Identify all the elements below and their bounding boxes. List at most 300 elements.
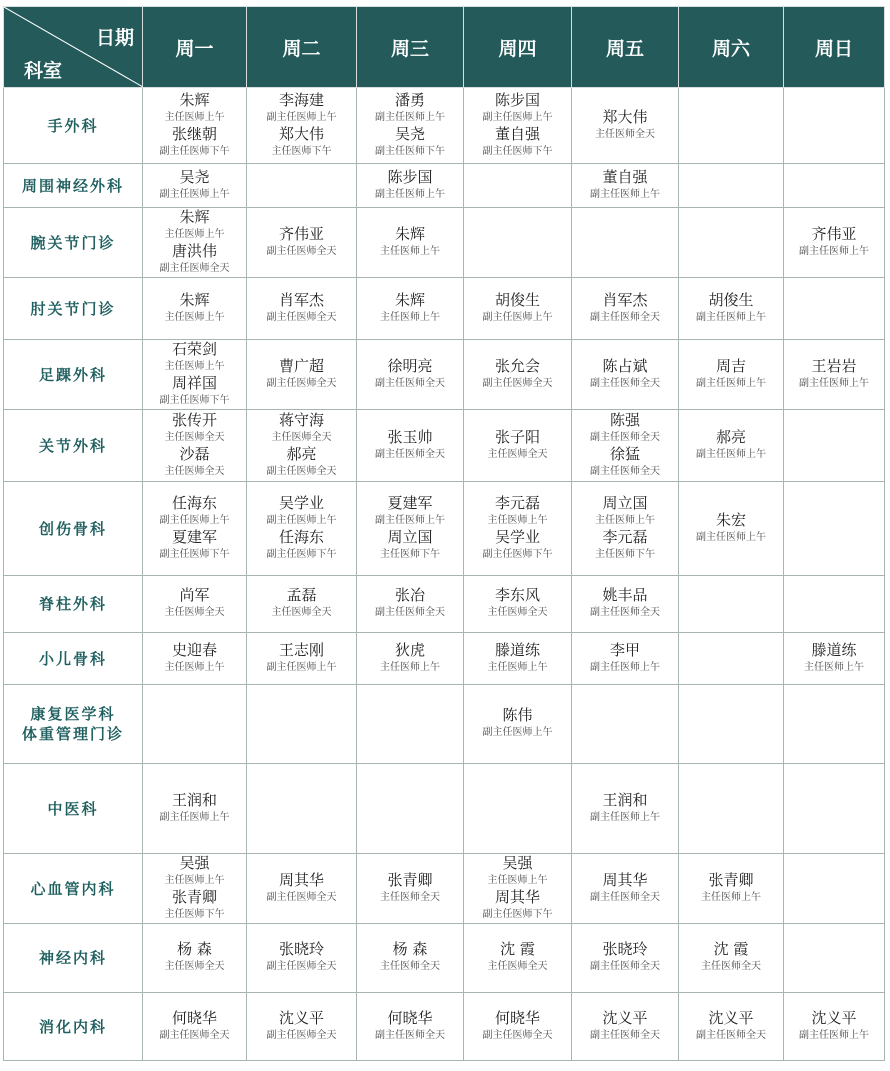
doctor-name: 朱辉 [394, 224, 425, 243]
doctor-name: 任海东 [171, 493, 217, 512]
doctor-title: 副主任医师全天 [590, 607, 660, 618]
schedule-cell [247, 764, 357, 854]
doctor-name: 朱辉 [179, 90, 210, 109]
doctor-title: 副主任医师全天 [482, 1029, 553, 1041]
doctor-name: 周立国 [387, 527, 433, 546]
department-cell [4, 764, 143, 854]
doctor-title: 副主任医师全天 [590, 465, 660, 477]
doctor-name: 张晓玲 [278, 940, 324, 958]
schedule-cell [572, 410, 679, 482]
schedule-cell [357, 764, 464, 854]
doctor-name: 朱辉 [394, 290, 425, 309]
schedule-cell [247, 685, 357, 764]
doctor-title: 副主任医师全天 [696, 1029, 766, 1041]
doctor-title: 副主任医师下午 [159, 394, 230, 406]
doctor-title: 副主任医师下午 [375, 145, 445, 157]
schedule-cell [143, 576, 247, 633]
doctor-name: 朱宏 [715, 510, 746, 529]
doctor-name: 周祥国 [171, 373, 217, 392]
doctor-title: 主任医师上午 [164, 311, 225, 323]
doctor-title: 副主任医师下午 [159, 548, 230, 560]
schedule-cell [572, 164, 679, 208]
schedule-cell [679, 924, 784, 993]
doctor-name: 肖军杰 [602, 290, 648, 309]
schedule-cell [357, 88, 464, 164]
doctor-name: 滕道练 [811, 640, 857, 659]
schedule-cell [464, 993, 572, 1061]
doctor-name: 王润和 [171, 790, 217, 809]
doctor-title: 副主任医师上午 [375, 188, 445, 200]
doctor-name: 潘勇 [394, 90, 425, 109]
table-row [4, 854, 885, 924]
department-cell [4, 482, 143, 576]
schedule-cell [143, 410, 247, 482]
doctor-name: 陈伟 [502, 706, 533, 724]
schedule-cell [679, 993, 784, 1061]
schedule-cell [572, 340, 679, 410]
table-row [4, 278, 885, 340]
doctor-name: 陈步国 [387, 167, 433, 186]
schedule-cell [143, 340, 247, 410]
table-row [4, 164, 885, 208]
department-cell [4, 576, 143, 633]
doctor-title: 主任医师全天 [595, 128, 655, 140]
schedule-cell [464, 924, 572, 993]
doctor-title: 副主任医师上午 [375, 111, 445, 123]
day-header-tue: 周二 [247, 7, 357, 88]
doctor-title: 主任医师上午 [164, 111, 225, 123]
doctor-name: 曹广超 [278, 356, 324, 375]
schedule-cell [572, 685, 679, 764]
doctor-name: 张传开 [171, 410, 217, 429]
doctor-name: 夏建军 [387, 493, 433, 512]
doctor-title: 副主任医师全天 [266, 961, 337, 972]
schedule-cell [247, 993, 357, 1061]
doctor-name: 沈 霞 [713, 940, 749, 958]
doctor-name: 周其华 [602, 870, 648, 889]
schedule-cell [357, 854, 464, 924]
doctor-title: 副主任医师全天 [159, 262, 230, 274]
schedule-cell [784, 482, 885, 576]
doctor-name: 周立国 [602, 493, 648, 512]
doctor-name: 孟磊 [286, 586, 317, 604]
doctor-title: 副主任医师上午 [482, 311, 553, 323]
schedule-cell [357, 278, 464, 340]
doctor-title: 副主任医师上午 [799, 245, 869, 257]
doctor-name: 滕道练 [494, 640, 540, 659]
doctor-title: 主任医师上午 [595, 514, 655, 526]
doctor-title: 副主任医师全天 [590, 961, 660, 972]
schedule-cell [679, 278, 784, 340]
doctor-name: 史迎春 [171, 640, 217, 659]
schedule-cell [143, 208, 247, 278]
doctor-title: 副主任医师上午 [696, 531, 766, 543]
doctor-title: 副主任医师上午 [159, 188, 230, 200]
doctor-name: 朱辉 [179, 290, 210, 309]
doctor-title: 主任医师全天 [164, 607, 225, 618]
schedule-cell [572, 278, 679, 340]
doctor-title: 副主任医师全天 [266, 377, 337, 389]
department-cell [4, 340, 143, 410]
day-header-fri: 周五 [572, 7, 679, 88]
schedule-cell [143, 764, 247, 854]
schedule-cell [784, 208, 885, 278]
department-cell [4, 685, 143, 764]
doctor-title: 主任医师全天 [487, 607, 548, 618]
doctor-name: 吴学业 [494, 527, 540, 546]
schedule-cell [679, 208, 784, 278]
table-row [4, 88, 885, 164]
doctor-title: 主任医师全天 [380, 891, 440, 903]
doctor-title: 副主任医师上午 [590, 661, 660, 673]
schedule-cell [679, 88, 784, 164]
doctor-name: 张允会 [494, 356, 540, 375]
doctor-title: 副主任医师全天 [375, 377, 445, 389]
schedule-cell [357, 993, 464, 1061]
schedule-cell [357, 164, 464, 208]
doctor-title: 主任医师全天 [487, 448, 548, 460]
table-row [4, 633, 885, 685]
doctor-title: 主任医师下午 [164, 908, 225, 920]
table-row [4, 764, 885, 854]
schedule-cell [143, 88, 247, 164]
schedule-cell [357, 576, 464, 633]
doctor-name: 齐伟亚 [811, 224, 857, 243]
doctor-name: 胡俊生 [494, 290, 540, 309]
department-cell [4, 278, 143, 340]
schedule-cell [247, 633, 357, 685]
schedule-cell [247, 576, 357, 633]
department-cell [4, 633, 143, 685]
doctor-name: 吴学业 [278, 493, 324, 512]
doctor-title: 主任医师全天 [271, 607, 332, 618]
schedule-cell [784, 88, 885, 164]
doctor-title: 主任医师上午 [380, 245, 440, 257]
schedule-cell [572, 633, 679, 685]
day-header-thu: 周四 [464, 7, 572, 88]
doctor-name: 张青卿 [708, 870, 754, 889]
table-row [4, 340, 885, 410]
doctor-title: 主任医师全天 [164, 431, 225, 443]
doctor-name: 何晓华 [494, 1008, 540, 1027]
doctor-name: 王岩岩 [811, 356, 857, 375]
schedule-cell [247, 410, 357, 482]
schedule-cell [784, 924, 885, 993]
schedule-cell [572, 208, 679, 278]
doctor-title: 副主任医师上午 [696, 311, 766, 323]
schedule-cell [784, 340, 885, 410]
schedule-cell [464, 208, 572, 278]
schedule-cell [247, 164, 357, 208]
doctor-title: 主任医师上午 [164, 874, 225, 886]
day-header-sat: 周六 [679, 7, 784, 88]
department-name: 肘关节门诊 [30, 299, 116, 318]
department-cell [4, 410, 143, 482]
doctor-title: 副主任医师全天 [590, 431, 660, 443]
doctor-name: 石荣剑 [171, 339, 217, 358]
doctor-name: 沈义平 [708, 1008, 754, 1027]
doctor-title: 副主任医师下午 [266, 548, 337, 560]
doctor-title: 副主任医师上午 [375, 514, 445, 526]
doctor-name: 吴尧 [179, 167, 210, 186]
doctor-name: 张晓玲 [602, 940, 648, 958]
department-name: 康复医学科 [30, 705, 116, 723]
doctor-title: 副主任医师下午 [159, 145, 230, 157]
schedule-cell [357, 482, 464, 576]
doctor-title: 主任医师全天 [271, 431, 332, 443]
doctor-title: 副主任医师全天 [590, 311, 660, 323]
doctor-title: 副主任医师上午 [266, 514, 337, 526]
doctor-title: 副主任医师上午 [799, 1029, 869, 1041]
doctor-title: 副主任医师全天 [375, 607, 445, 618]
schedule-cell [784, 633, 885, 685]
schedule-cell [143, 854, 247, 924]
department-name: 小儿骨科 [38, 649, 107, 668]
table-row [4, 482, 885, 576]
schedule-cell [464, 278, 572, 340]
schedule-cell [247, 854, 357, 924]
schedule-cell [143, 278, 247, 340]
schedule-cell [784, 410, 885, 482]
department-name: 脊柱外科 [38, 595, 107, 613]
doctor-name: 陈步国 [494, 90, 540, 109]
doctor-name: 徐明亮 [387, 356, 433, 375]
doctor-name: 王志刚 [278, 640, 324, 659]
doctor-name: 李甲 [609, 640, 640, 659]
corner-header [4, 7, 143, 88]
doctor-name: 沈义平 [811, 1008, 857, 1027]
doctor-name: 张青卿 [387, 870, 433, 889]
doctor-title: 副主任医师上午 [482, 111, 553, 123]
header-row [4, 7, 885, 88]
schedule-cell [679, 685, 784, 764]
doctor-name: 王润和 [602, 790, 648, 809]
schedule-cell [357, 924, 464, 993]
doctor-name: 张玉帅 [387, 427, 433, 446]
schedule-cell [572, 482, 679, 576]
doctor-name: 张青卿 [171, 887, 217, 906]
schedule-cell [357, 685, 464, 764]
schedule-cell [464, 764, 572, 854]
schedule-cell [784, 685, 885, 764]
doctor-title: 副主任医师上午 [266, 661, 337, 673]
table-row [4, 993, 885, 1061]
doctor-title: 副主任医师全天 [266, 311, 337, 323]
doctor-title: 副主任医师下午 [482, 145, 553, 157]
schedule-cell [679, 764, 784, 854]
department-name: 心血管内科 [30, 879, 116, 898]
department-cell [4, 88, 143, 164]
schedule-cell [143, 164, 247, 208]
doctor-name: 朱辉 [179, 207, 210, 226]
doctor-title: 副主任医师上午 [799, 377, 869, 389]
schedule-cell [143, 924, 247, 993]
department-name: 足踝外科 [38, 365, 107, 384]
doctor-title: 副主任医师上午 [696, 448, 766, 460]
doctor-name: 李元磊 [602, 527, 648, 546]
schedule-cell [464, 633, 572, 685]
doctor-name: 李东风 [494, 586, 540, 604]
doctor-title: 副主任医师全天 [266, 245, 337, 257]
doctor-name: 陈强 [609, 410, 640, 429]
doctor-name: 沙磊 [179, 444, 210, 463]
doctor-name: 尚军 [179, 586, 210, 604]
department-name: 体重管理门诊 [21, 725, 124, 743]
schedule-cell [464, 482, 572, 576]
schedule-cell [572, 764, 679, 854]
doctor-title: 主任医师上午 [701, 891, 761, 903]
doctor-title: 副主任医师上午 [266, 111, 337, 123]
doctor-name: 周其华 [278, 870, 324, 889]
department-name: 神经内科 [38, 949, 107, 967]
doctor-title: 副主任医师全天 [266, 465, 337, 477]
doctor-title: 主任医师全天 [164, 465, 225, 477]
doctor-title: 主任医师下午 [380, 548, 440, 560]
doctor-name: 狄虎 [394, 640, 425, 659]
doctor-title: 副主任医师全天 [159, 1029, 230, 1041]
department-name: 周围神经外科 [21, 176, 124, 195]
doctor-name: 李海建 [278, 90, 324, 109]
schedule-cell [679, 576, 784, 633]
schedule-cell [572, 88, 679, 164]
department-name: 腕关节门诊 [30, 233, 116, 252]
doctor-name: 胡俊生 [708, 290, 754, 309]
doctor-name: 何晓华 [171, 1008, 217, 1027]
doctor-title: 副主任医师上午 [590, 188, 660, 200]
doctor-name: 蒋守海 [278, 410, 324, 429]
doctor-title: 副主任医师上午 [159, 514, 230, 526]
doctor-name: 董自强 [494, 124, 540, 143]
schedule-cell [464, 164, 572, 208]
doctor-title: 主任医师上午 [487, 514, 548, 526]
doctor-title: 主任医师下午 [271, 145, 332, 157]
doctor-title: 主任医师上午 [164, 360, 225, 372]
doctor-name: 夏建军 [171, 527, 217, 546]
department-name: 消化内科 [38, 1017, 107, 1036]
doctor-name: 任海东 [278, 527, 324, 546]
schedule-cell [784, 164, 885, 208]
schedule-table [3, 6, 885, 1061]
doctor-title: 副主任医师上午 [590, 811, 660, 823]
doctor-title: 副主任医师全天 [266, 891, 337, 903]
department-name: 中医科 [47, 799, 99, 818]
table-row [4, 924, 885, 993]
schedule-cell [143, 685, 247, 764]
table-row [4, 410, 885, 482]
doctor-name: 吴强 [502, 853, 533, 872]
doctor-title: 主任医师全天 [164, 961, 225, 972]
doctor-title: 副主任医师全天 [375, 1029, 445, 1041]
schedule-cell [143, 482, 247, 576]
schedule-cell [247, 278, 357, 340]
schedule-cell [679, 340, 784, 410]
doctor-name: 李元磊 [494, 493, 540, 512]
doctor-name: 沈 霞 [500, 940, 535, 958]
doctor-title: 副主任医师上午 [159, 811, 230, 823]
doctor-title: 主任医师上午 [487, 661, 548, 673]
doctor-title: 副主任医师上午 [482, 727, 553, 738]
schedule-cell [464, 685, 572, 764]
schedule-cell [464, 576, 572, 633]
doctor-title: 主任医师上午 [164, 228, 225, 240]
department-name: 手外科 [47, 116, 99, 135]
schedule-cell [464, 410, 572, 482]
schedule-cell [572, 924, 679, 993]
doctor-name: 沈义平 [602, 1008, 648, 1027]
doctor-name: 沈义平 [278, 1008, 324, 1027]
table-row [4, 208, 885, 278]
department-name: 创伤骨科 [38, 519, 107, 538]
schedule-cell [784, 993, 885, 1061]
schedule-cell [464, 854, 572, 924]
department-cell [4, 924, 143, 993]
schedule-cell [464, 340, 572, 410]
schedule-cell [143, 993, 247, 1061]
doctor-title: 主任医师上午 [804, 661, 864, 673]
schedule-cell [357, 208, 464, 278]
schedule-cell [247, 208, 357, 278]
doctor-title: 副主任医师下午 [482, 908, 553, 920]
doctor-name: 周吉 [715, 356, 746, 375]
schedule-cell [247, 482, 357, 576]
schedule-cell [784, 278, 885, 340]
department-cell [4, 993, 143, 1061]
doctor-name: 杨 森 [177, 940, 212, 958]
date-label: 日期 [95, 27, 134, 49]
doctor-name: 肖军杰 [278, 290, 324, 309]
schedule-cell [784, 854, 885, 924]
schedule-cell [247, 340, 357, 410]
doctor-name: 唐洪伟 [171, 241, 217, 260]
schedule-cell [572, 854, 679, 924]
doctor-name: 张冶 [394, 586, 425, 604]
schedule-cell [679, 410, 784, 482]
doctor-title: 主任医师上午 [380, 661, 440, 673]
doctor-title: 副主任医师下午 [482, 548, 553, 560]
doctor-name: 张子阳 [494, 427, 540, 446]
department-cell [4, 164, 143, 208]
doctor-title: 副主任医师全天 [590, 377, 660, 389]
doctor-name: 姚丰品 [602, 586, 648, 604]
doctor-name: 陈占斌 [602, 356, 648, 375]
doctor-title: 副主任医师全天 [482, 377, 553, 389]
doctor-name: 郑大伟 [278, 124, 324, 143]
doctor-title: 主任医师下午 [595, 548, 655, 560]
schedule-cell [784, 576, 885, 633]
schedule-cell [357, 340, 464, 410]
table-row [4, 576, 885, 633]
doctor-name: 郝亮 [715, 427, 746, 446]
doctor-name: 何晓华 [387, 1008, 433, 1027]
doctor-title: 主任医师全天 [380, 961, 440, 972]
doctor-title: 副主任医师全天 [590, 1029, 660, 1041]
doctor-name: 董自强 [602, 167, 648, 186]
department-cell [4, 854, 143, 924]
doctor-name: 吴强 [179, 853, 210, 872]
doctor-name: 郝亮 [286, 444, 317, 463]
doctor-title: 副主任医师全天 [266, 1029, 337, 1041]
schedule-cell [357, 633, 464, 685]
schedule-cell [572, 576, 679, 633]
doctor-title: 主任医师上午 [164, 661, 225, 673]
doctor-name: 杨 森 [392, 940, 428, 958]
day-header-sun: 周日 [784, 7, 885, 88]
doctor-title: 副主任医师全天 [590, 891, 660, 903]
table-row [4, 685, 885, 764]
doctor-title: 主任医师全天 [701, 961, 761, 972]
schedule-cell [679, 854, 784, 924]
doctor-title: 主任医师上午 [380, 311, 440, 323]
